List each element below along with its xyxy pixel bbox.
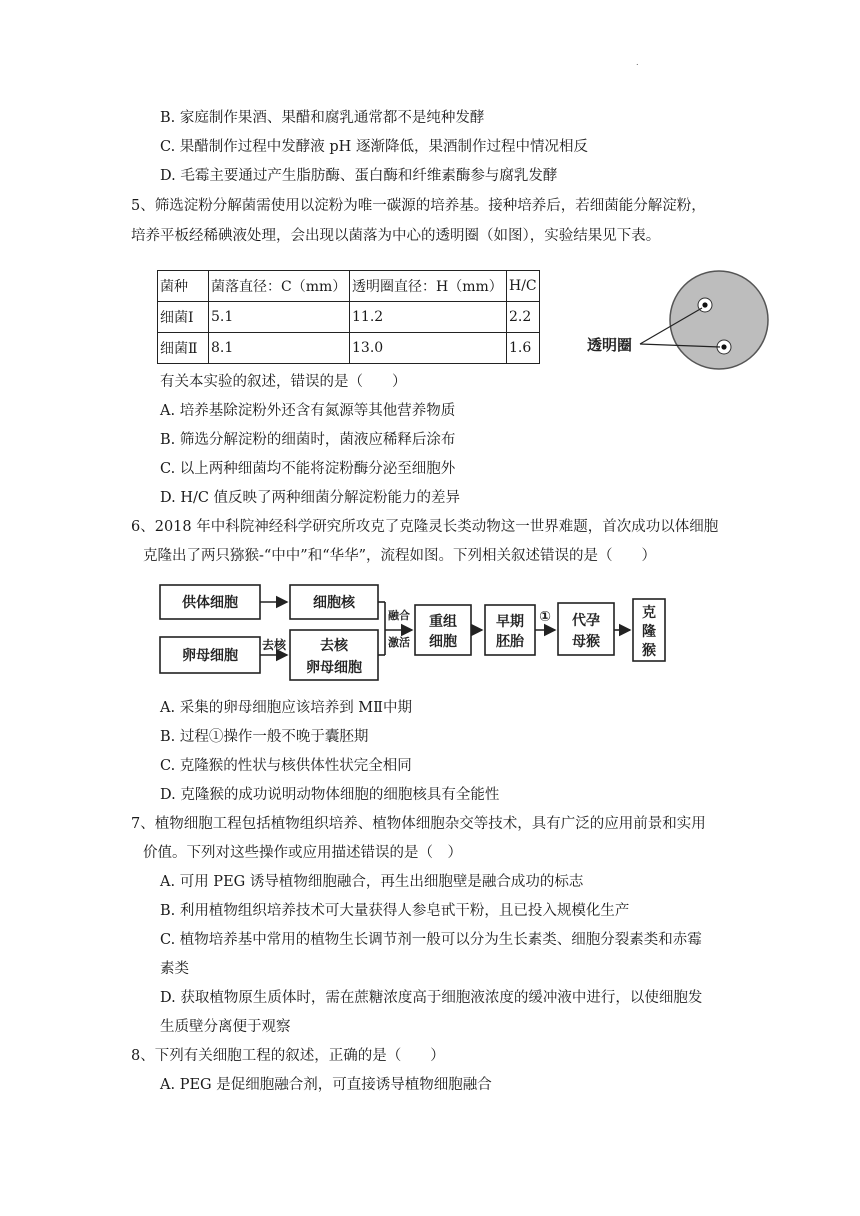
- experiment-table: [157, 270, 540, 364]
- option-text: 筛选分解淀粉的细菌时，菌液应稀释后涂布: [179, 432, 456, 448]
- table-cell: 11.2: [350, 302, 507, 333]
- nucleus-label: 细胞核: [313, 595, 355, 611]
- option-text: PEG 是促细胞融合剂，可直接诱导植物细胞融合: [179, 1077, 492, 1093]
- option-c-continued: 素类: [160, 961, 189, 977]
- option-c: [160, 459, 455, 479]
- q7-stem-line2: 价值。下列对这些操作或应用描述错误的是（ ）: [143, 845, 462, 861]
- option-text: 家庭制作果酒、果醋和腐乳通常都不是纯种发酵: [179, 110, 485, 126]
- surrogate-label-1: 代孕: [572, 613, 600, 629]
- option-letter: A.: [160, 700, 176, 716]
- option-b: [160, 108, 484, 128]
- embryo-label-2: 胚胎: [496, 634, 524, 650]
- table-row: [158, 333, 540, 364]
- option-letter: B.: [160, 729, 176, 745]
- option-letter: D.: [160, 490, 176, 506]
- table-header-cell: 菌种: [158, 271, 209, 302]
- option-d: [160, 488, 460, 508]
- table-cell: 2.2: [507, 302, 540, 333]
- option-letter: A.: [160, 874, 176, 890]
- q7-stem-line1: 7、植物细胞工程包括植物组织培养、植物体细胞杂交等技术，具有广泛的应用前景和实用: [131, 816, 706, 832]
- q5-stem-line2: 培养平板经稀碘液处理，会出现以菌落为中心的透明圈（如图），实验结果见下表。: [131, 228, 661, 244]
- option-d: [160, 785, 499, 805]
- fusion-label: 融合: [388, 609, 410, 622]
- option-b: [160, 901, 629, 921]
- reconstructed-label-1: 重组: [429, 614, 457, 630]
- option-letter: B.: [160, 110, 176, 126]
- option-text: 获取植物原生质体时，需在蔗糖浓度高于细胞液浓度的缓冲液中进行，以使细胞发: [180, 990, 703, 1006]
- table-cell: 1.6: [507, 333, 540, 364]
- option-letter: D.: [160, 787, 176, 803]
- q6-stem-line2: 克隆出了两只猕猴-“中中”和“华华”，流程如图。下列相关叙述错误的是（ ）: [143, 548, 657, 564]
- table-cell: 8.1: [209, 333, 350, 364]
- option-d-continued: 生质壁分离便于观察: [160, 1019, 291, 1035]
- option-c: [160, 137, 588, 157]
- clone-label-3: 猴: [642, 643, 656, 659]
- transparent-circle-label: 透明圈: [587, 336, 633, 354]
- option-letter: A.: [160, 1077, 176, 1093]
- table-cell: 13.0: [350, 333, 507, 364]
- option-text: 采集的卵母细胞应该培养到 MⅡ中期: [179, 700, 413, 716]
- option-letter: B.: [160, 903, 176, 919]
- option-letter: C.: [160, 758, 176, 774]
- option-letter: C.: [160, 932, 176, 948]
- option-c: [160, 930, 702, 950]
- enucleated-label-1: 去核: [320, 638, 348, 654]
- option-d: [160, 166, 557, 186]
- option-letter: B.: [160, 432, 176, 448]
- option-text: 克隆猴的性状与核供体性状完全相同: [179, 758, 412, 774]
- option-letter: D.: [160, 168, 176, 184]
- table-header-row: [158, 271, 540, 302]
- option-letter: C.: [160, 139, 176, 155]
- table-cell: 细菌Ⅰ: [158, 302, 209, 333]
- step-marker: ①: [539, 609, 551, 625]
- cloning-flowchart: [155, 575, 675, 685]
- option-c: [160, 756, 412, 776]
- q8-stem: 8、下列有关细胞工程的叙述，正确的是（ ）: [131, 1048, 445, 1064]
- page-mark: .: [636, 58, 639, 67]
- option-b: [160, 430, 455, 450]
- option-a: [160, 872, 583, 892]
- reconstructed-label-2: 细胞: [429, 634, 457, 650]
- option-text: 植物培养基中常用的植物生长调节剂一般可以分为生长素类、细胞分裂素类和赤霉: [179, 932, 702, 948]
- option-d: [160, 988, 702, 1008]
- enucleated-label-2: 卵母细胞: [306, 660, 362, 676]
- option-text: 利用植物组织培养技术可大量获得人参皂甙干粉，且已投入规模化生产: [179, 903, 630, 919]
- q5-prompt: 有关本实验的叙述，错误的是（ ）: [160, 374, 407, 390]
- surrogate-label-2: 母猴: [572, 634, 600, 650]
- q6-stem-line1: 6、2018 年中科院神经科学研究所攻克了克隆灵长类动物这一世界难题，首次成功以体细胞: [131, 519, 719, 535]
- q5-stem-line1: 5、筛选淀粉分解菌需使用以淀粉为唯一碳源的培养基。接种培养后，若细菌能分解淀粉，: [131, 198, 706, 214]
- option-a: [160, 1075, 492, 1095]
- table-cell: 5.1: [209, 302, 350, 333]
- petri-dish-figure: [585, 268, 775, 378]
- option-text: 毛霉主要通过产生脂肪酶、蛋白酶和纤维素酶参与腐乳发酵: [180, 168, 558, 184]
- table-header-cell: H/C: [507, 271, 540, 302]
- option-a: [160, 698, 412, 718]
- option-text: 可用 PEG 诱导植物细胞融合，再生出细胞壁是融合成功的标志: [179, 874, 584, 890]
- option-letter: D.: [160, 990, 176, 1006]
- clone-label-1: 克: [642, 605, 656, 621]
- option-letter: A.: [160, 403, 176, 419]
- egg-cell-label: 卵母细胞: [182, 648, 238, 664]
- table-cell: 细菌Ⅱ: [158, 333, 209, 364]
- table-row: [158, 302, 540, 333]
- petri-dish: [670, 271, 768, 369]
- enucleate-label: 去核: [261, 638, 287, 652]
- option-text: 果醋制作过程中发酵液 pH 逐渐降低，果酒制作过程中情况相反: [179, 139, 588, 155]
- clone-label-2: 隆: [642, 624, 656, 640]
- option-b: [160, 727, 368, 747]
- table-header-cell: 透明圈直径：H（mm）: [350, 271, 507, 302]
- option-text: 克隆猴的成功说明动物体细胞的细胞核具有全能性: [180, 787, 500, 803]
- option-text: 培养基除淀粉外还含有氮源等其他营养物质: [179, 403, 456, 419]
- table-header-cell: 菌落直径：C（mm）: [209, 271, 350, 302]
- option-text: 过程①操作一般不晚于囊胚期: [179, 729, 369, 745]
- donor-cell-label: 供体细胞: [182, 595, 238, 611]
- option-text: H/C 值反映了两种细菌分解淀粉能力的差异: [180, 490, 461, 506]
- option-a: [160, 401, 455, 421]
- embryo-label-1: 早期: [496, 614, 524, 630]
- activation-label: 激活: [388, 636, 410, 649]
- option-letter: C.: [160, 461, 176, 477]
- option-text: 以上两种细菌均不能将淀粉酶分泌至细胞外: [179, 461, 456, 477]
